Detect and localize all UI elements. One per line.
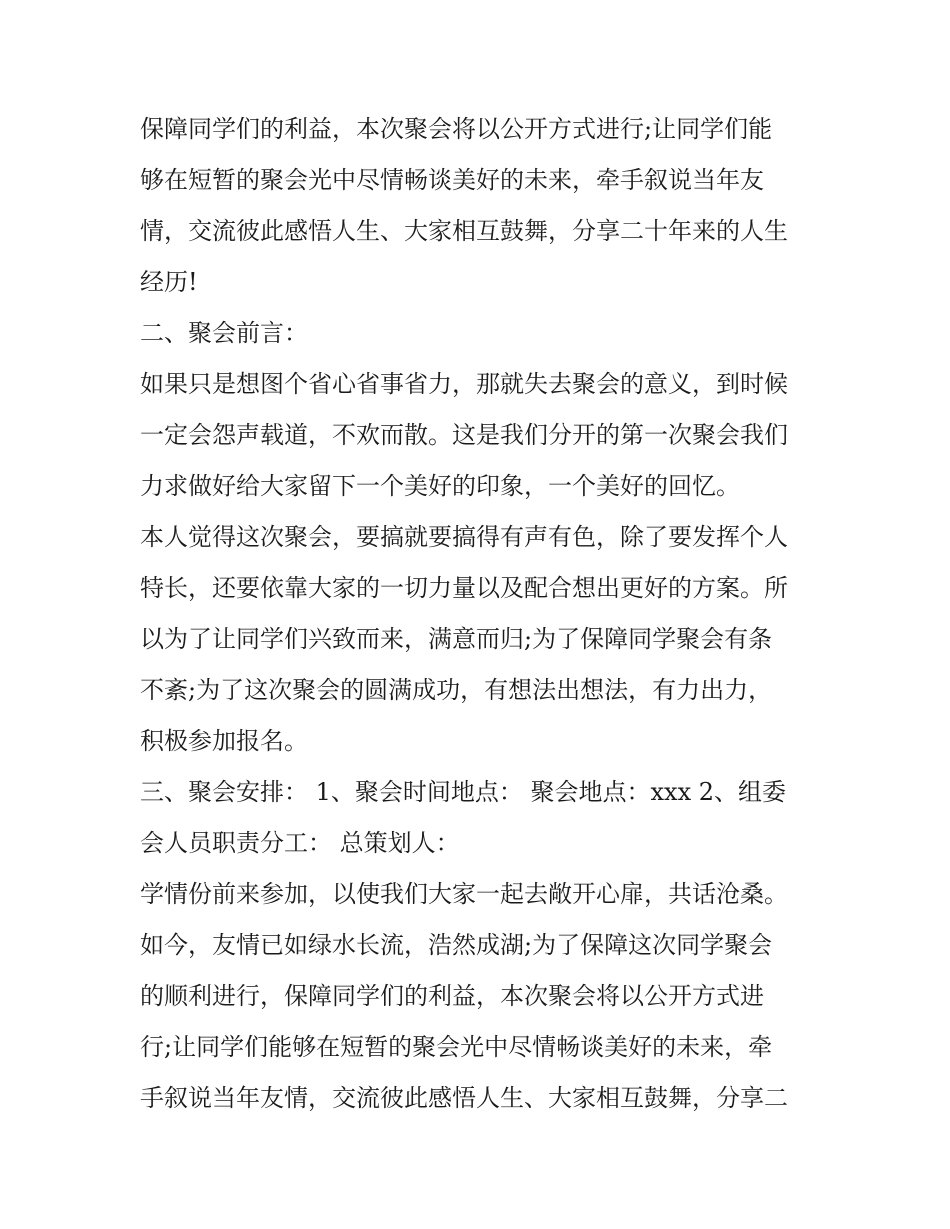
text-line: 如果只是想图个省心省事省力，那就失去聚会的意义，到时候 <box>140 370 788 398</box>
text-line: 情，交流彼此感悟人生、大家相互鼓舞，分享二十年来的人生 <box>140 217 788 245</box>
text-line: 学情份前来参加，以使我们大家一起去敞开心扉，共话沧桑。 <box>140 880 788 908</box>
document-body <box>140 104 816 1124</box>
text-line: 力求做好给大家留下一个美好的印象，一个美好的回忆。 <box>140 472 740 500</box>
text-line: 手叙说当年友情，交流彼此感悟人生、大家相互鼓舞，分享二 <box>140 1084 788 1112</box>
text-line: 特长，还要依靠大家的一切力量以及配合想出更好的方案。所 <box>140 574 788 602</box>
text-line: 经历! <box>140 268 198 296</box>
text-line: 够在短暂的聚会光中尽情畅谈美好的未来，牵手叙说当年友 <box>140 166 764 194</box>
text-line: 保障同学们的利益，本次聚会将以公开方式进行;让同学们能 <box>140 115 773 143</box>
text-line: 的顺利进行，保障同学们的利益，本次聚会将以公开方式进 <box>140 982 764 1010</box>
text-line: 不紊;为了这次聚会的圆满成功，有想法出想法，有力出力， <box>140 676 773 704</box>
text-line: 如今，友情已如绿水长流，浩然成湖;为了保障这次同学聚会 <box>140 931 773 959</box>
text-line: 以为了让同学们兴致而来，满意而归;为了保障同学聚会有条 <box>140 625 773 653</box>
text-line: 本人觉得这次聚会，要搞就要搞得有声有色，除了要发挥个人 <box>140 523 788 551</box>
text-line: 会人员职责分工： 总策划人： <box>140 829 460 857</box>
text-line: 行;让同学们能够在短暂的聚会光中尽情畅谈美好的未来，牵 <box>140 1033 773 1061</box>
section-heading: 二、聚会前言： <box>140 319 308 347</box>
text-line: 积极参加报名。 <box>140 727 308 755</box>
section-heading: 三、聚会安排： 1、聚会时间地点： 聚会地点：xxx 2、组委 <box>140 778 787 806</box>
text-line: 一定会怨声载道，不欢而散。这是我们分开的第一次聚会我们 <box>140 421 788 449</box>
